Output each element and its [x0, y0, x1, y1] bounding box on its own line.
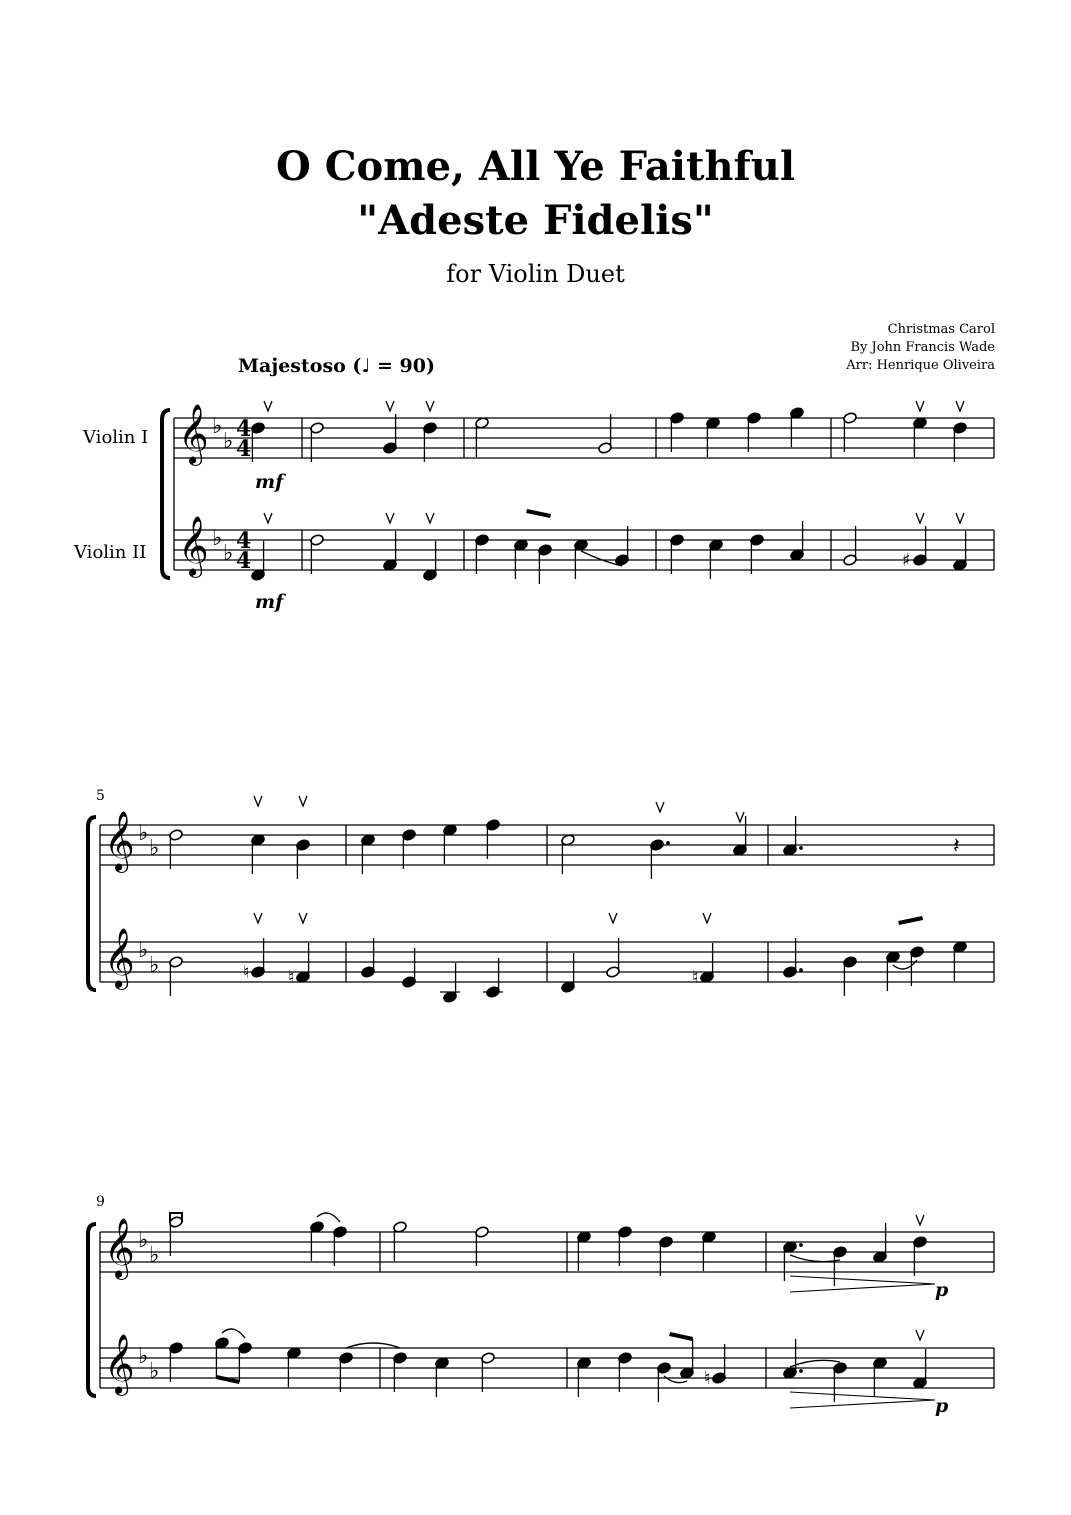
- up-bow-icon: [264, 513, 272, 523]
- up-bow-icon: [254, 796, 262, 806]
- time-signature-digit: 4: [236, 528, 252, 554]
- system-bracket: [88, 1224, 96, 1396]
- slur: [222, 1329, 245, 1338]
- credit-line: Arr: Henrique Oliveira: [846, 358, 995, 373]
- flat-icon: ♭: [212, 414, 223, 439]
- natural-icon: ♮: [243, 962, 250, 983]
- decrescendo-hairpin: [790, 1392, 935, 1408]
- measure-number: 5: [96, 788, 105, 804]
- up-bow-icon: [264, 401, 272, 411]
- augmentation-dot: [799, 1243, 803, 1247]
- up-bow-icon: [916, 513, 924, 523]
- credit-line: By John Francis Wade: [850, 340, 995, 355]
- system-bracket: [88, 817, 96, 990]
- up-bow-icon: [386, 513, 394, 523]
- score-notation: [88, 401, 994, 1417]
- flat-icon: ♭: [149, 836, 160, 861]
- treble-clef-icon: 𝄞: [104, 811, 135, 871]
- dynamic-marking: mf: [255, 471, 284, 493]
- sharp-icon: ♯: [902, 550, 911, 571]
- up-bow-icon: [703, 913, 711, 923]
- up-bow-icon: [656, 802, 664, 812]
- treble-clef-icon: 𝄞: [104, 1218, 135, 1278]
- flat-icon: ♭: [138, 1344, 149, 1369]
- flat-icon: ♭: [149, 1243, 160, 1268]
- quarter-note-icon: ♩: [361, 355, 371, 377]
- up-bow-icon: [609, 913, 617, 923]
- tempo-text: Majestoso (: [238, 355, 362, 377]
- time-signature-digit: 4: [236, 436, 252, 462]
- flat-icon: ♭: [212, 526, 223, 551]
- up-bow-icon: [299, 913, 307, 923]
- slur: [790, 1360, 840, 1367]
- dynamic-marking: mf: [255, 591, 284, 613]
- system-bracket: [162, 410, 170, 578]
- slur: [346, 1343, 400, 1348]
- instrument-name-violin-2: Violin II: [74, 542, 147, 563]
- up-bow-icon: [299, 796, 307, 806]
- natural-icon: ♮: [704, 1368, 711, 1389]
- title-line-1: O Come, All Ye Faithful: [275, 143, 796, 190]
- augmentation-dot: [799, 846, 803, 850]
- up-bow-icon: [254, 913, 262, 923]
- natural-icon: ♮: [692, 967, 699, 988]
- treble-clef-icon: 𝄞: [104, 1334, 135, 1394]
- slur: [581, 551, 622, 566]
- treble-clef-icon: 𝄞: [178, 404, 209, 464]
- up-bow-icon: [916, 1330, 924, 1340]
- flat-icon: ♭: [138, 821, 149, 846]
- up-bow-icon: [956, 513, 964, 523]
- flat-icon: ♭: [149, 953, 160, 978]
- up-bow-icon: [916, 401, 924, 411]
- up-bow-icon: [426, 513, 434, 523]
- flat-icon: ♭: [138, 938, 149, 963]
- slur: [893, 960, 917, 969]
- up-bow-icon: [916, 1215, 924, 1225]
- slur: [790, 1255, 840, 1262]
- flat-icon: ♭: [149, 1359, 160, 1384]
- credit-line: Christmas Carol: [887, 322, 995, 337]
- dynamic-marking: p: [935, 1395, 949, 1417]
- beam: [670, 1334, 693, 1339]
- up-bow-icon: [736, 812, 744, 822]
- decrescendo-hairpin: [790, 1276, 935, 1292]
- up-bow-icon: [386, 401, 394, 411]
- quarter-rest-icon: 𝄽: [953, 834, 960, 859]
- augmentation-dot: [799, 968, 803, 972]
- subtitle: for Violin Duet: [446, 260, 625, 288]
- natural-icon: ♮: [288, 967, 295, 988]
- slur: [317, 1213, 340, 1222]
- dynamic-marking: p: [935, 1279, 949, 1301]
- treble-clef-icon: 𝄞: [178, 516, 209, 576]
- flat-icon: ♭: [138, 1228, 149, 1253]
- treble-clef-icon: 𝄞: [104, 928, 135, 988]
- instrument-name-violin-1: Violin I: [83, 427, 149, 448]
- title-line-2: "Adeste Fidelis": [357, 197, 714, 244]
- beam: [527, 511, 551, 516]
- time-signature-digit: 4: [236, 416, 252, 442]
- up-bow-icon: [426, 401, 434, 411]
- measure-number: 9: [96, 1194, 105, 1210]
- augmentation-dot: [666, 841, 670, 845]
- augmentation-dot: [799, 1369, 803, 1373]
- tempo-value: = 90): [370, 355, 435, 377]
- flat-icon: ♭: [223, 541, 234, 566]
- beam: [899, 918, 923, 923]
- up-bow-icon: [956, 401, 964, 411]
- time-signature-digit: 4: [236, 548, 252, 574]
- flat-icon: ♭: [223, 429, 234, 454]
